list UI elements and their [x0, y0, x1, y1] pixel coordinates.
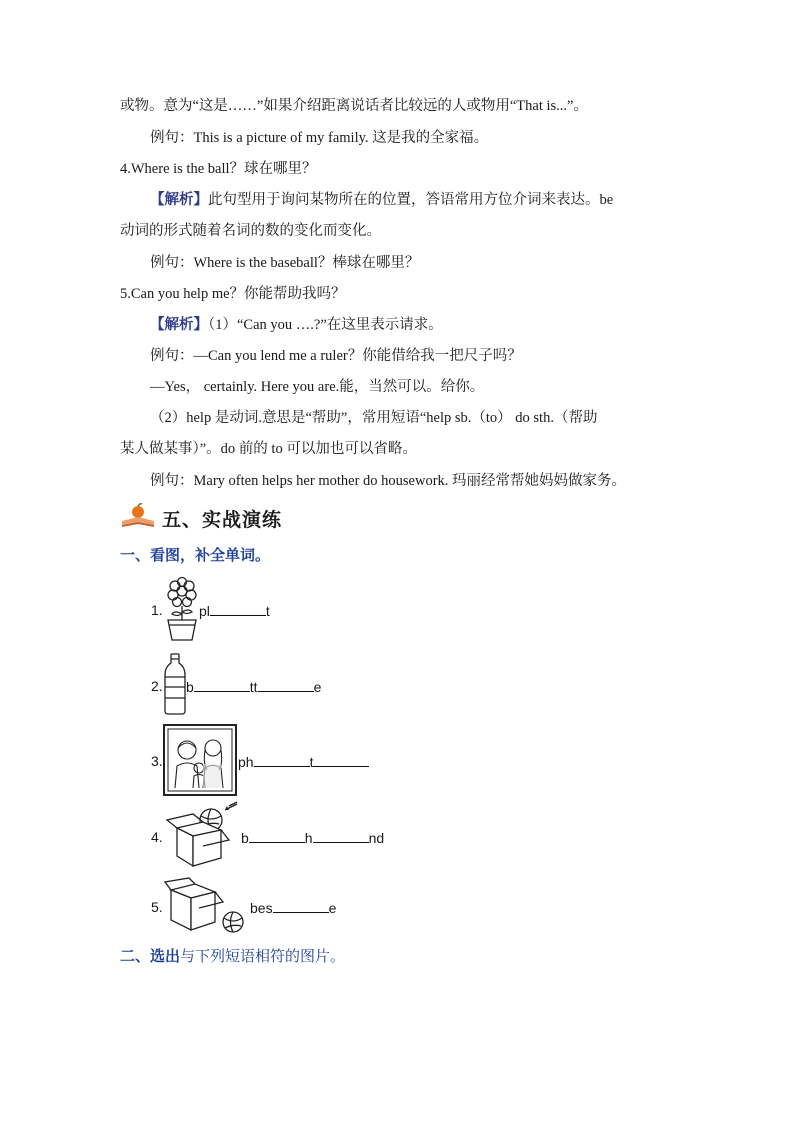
item-1-word: pl t [199, 603, 270, 619]
question-5-example-2: 例句：Mary often helps her mother do housework. 玛丽经常帮她妈妈做家务。 [150, 473, 627, 489]
question-5-explanation-2-cont: 某人做某事）”。do 前的 to 可以加也可以省略。 [120, 441, 417, 457]
part-2-heading: 二、选出与下列短语相符的图片。 [120, 947, 346, 965]
question-5-example-1: 例句：—Can you lend me a ruler？你能借给我一把尺子吗？ [150, 348, 522, 364]
example-sentence-family: 例句：This is a picture of my family. 这是我的全家福。 [150, 130, 489, 146]
item-5-number: 5. [151, 899, 163, 915]
item-2-number: 2. [151, 678, 163, 694]
fill-in-blank[interactable] [313, 829, 369, 843]
question-5-explanation: 【解析】（1）“Can you ….?”在这里表示请求。 [150, 317, 443, 333]
fill-in-blank[interactable] [194, 678, 250, 692]
item-1-number: 1. [151, 602, 163, 618]
question-4-title: 4.Where is the ball？球在哪里？ [120, 161, 317, 177]
book-apple-icon [120, 503, 156, 534]
question-5-title: 5.Can you help me？你能帮助我吗？ [120, 286, 346, 302]
question-4-explanation: 【解析】此句型用于询问某物所在的位置，答语常用方位介词来表达。be [150, 192, 614, 208]
section-title: 五、实战演练 [162, 508, 283, 531]
family-photo-icon [163, 724, 237, 801]
fill-in-blank[interactable] [249, 829, 305, 843]
bottle-icon [163, 653, 187, 720]
item-5-word: bes e [250, 900, 337, 916]
item-2-word: b tt e [186, 679, 322, 695]
analysis-label: 【解析】 [150, 192, 208, 208]
item-4-number: 4. [151, 829, 163, 845]
fill-in-blank[interactable] [210, 602, 266, 616]
fill-in-blank[interactable] [313, 753, 369, 767]
question-5-answer: —Yes， certainly. Here you are.能，当然可以。给你。 [150, 379, 485, 395]
section-heading [120, 500, 282, 536]
fill-in-blank[interactable] [273, 899, 329, 913]
question-4-example: 例句：Where is the baseball？棒球在哪里？ [150, 255, 420, 271]
fill-in-blank[interactable] [254, 753, 310, 767]
part-1-heading: 一、看图，补全单词。 [120, 546, 271, 564]
question-4-explanation-cont: 动词的形式随着名词的数的变化而变化。 [120, 223, 381, 239]
ball-beside-box-icon [163, 876, 249, 941]
ball-behind-box-icon [163, 800, 241, 875]
fill-in-blank[interactable] [258, 678, 314, 692]
item-3-number: 3. [151, 753, 163, 769]
question-5-explanation-2: （2）help 是动词.意思是“帮助”，常用短语“help sb.（to） do sth.（帮助 [150, 410, 598, 426]
item-3-word: ph t [238, 753, 369, 770]
analysis-label: 【解析】 [150, 317, 208, 333]
potted-plant-icon [163, 576, 201, 647]
item-4-word: b h nd [241, 830, 385, 846]
paragraph-that-is: 或物。意为“这是……”如果介绍距离说话者比较远的人或物用“That is...”。 [120, 98, 588, 114]
